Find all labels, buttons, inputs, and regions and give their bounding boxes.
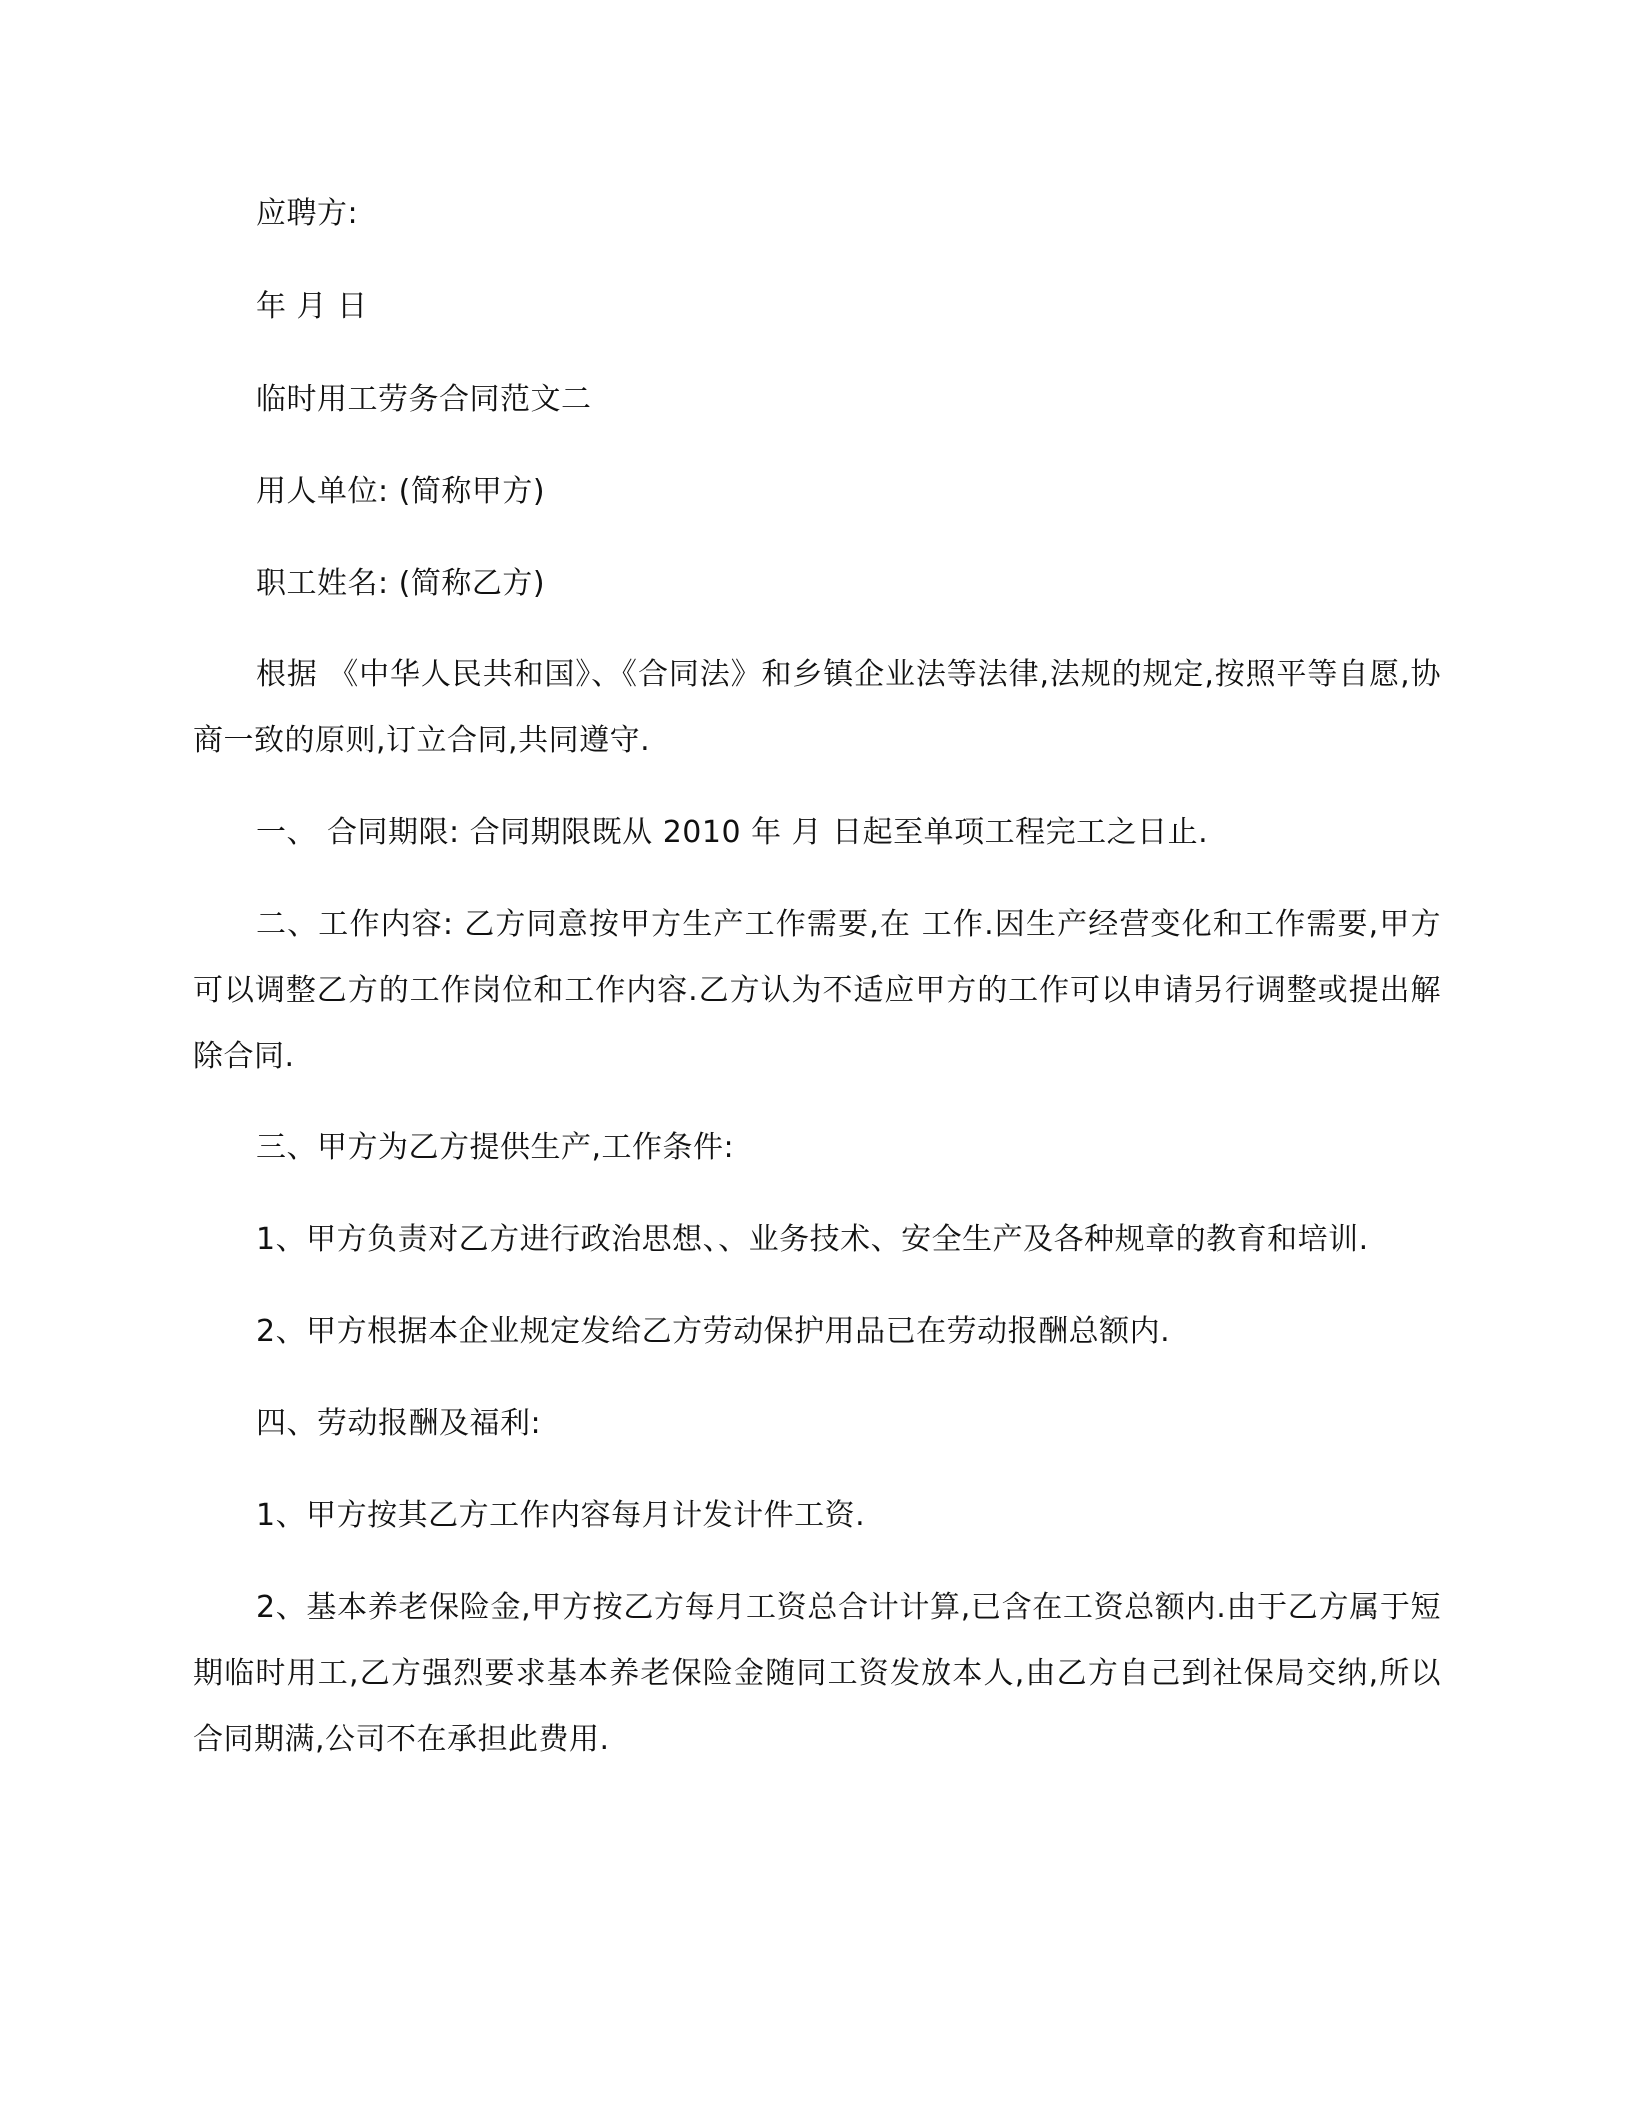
employer-line: 用人单位: (简称甲方) bbox=[256, 474, 546, 509]
employee-name-line: 职工姓名: (简称乙方) bbox=[256, 566, 546, 601]
applicant-line: 应聘方: bbox=[256, 196, 359, 231]
clause-4-heading: 四、劳动报酬及福利: bbox=[256, 1406, 542, 1441]
clause-3-heading: 三、甲方为乙方提供生产,工作条件: bbox=[256, 1130, 735, 1165]
clause-4-item-2: 2、基本养老保险金,甲方按乙方每月工资总合计计算,已含在工资总额内.由于乙方属于短期临时用工,乙方强烈要求基本养老保险金随同工资发放本人,由乙方自己到社保局交纳,所以合同期满,公司不在承担此费用. bbox=[193, 1590, 1441, 1757]
clause-4-item-1: 1、甲方按其乙方工作内容每月计发计件工资. bbox=[256, 1498, 866, 1533]
contract-title: 临时用工劳务合同范文二 bbox=[256, 382, 592, 417]
clause-2-work-content: 二、工作内容: 乙方同意按甲方生产工作需要,在 工作.因生产经营变化和工作需要,甲方可以调整乙方的工作岗位和工作内容.乙方认为不适应甲方的工作可以申请另行调整或提出解除合同. bbox=[193, 907, 1441, 1074]
clause-3-item-1: 1、甲方负责对乙方进行政治思想、、业务技术、安全生产及各种规章的教育和培训. bbox=[256, 1222, 1369, 1257]
clause-3-item-2: 2、甲方根据本企业规定发给乙方劳动保护用品已在劳动报酬总额内. bbox=[256, 1314, 1171, 1349]
preamble-paragraph: 根据 《中华人民共和国》、《合同法》和乡镇企业法等法律,法规的规定,按照平等自愿,协商一致的原则,订立合同,共同遵守. bbox=[193, 657, 1441, 758]
date-line: 年 月 日 bbox=[256, 289, 368, 324]
clause-1-term: 一、 合同期限: 合同期限既从 2010 年 月 日起至单项工程完工之日止. bbox=[256, 815, 1209, 850]
